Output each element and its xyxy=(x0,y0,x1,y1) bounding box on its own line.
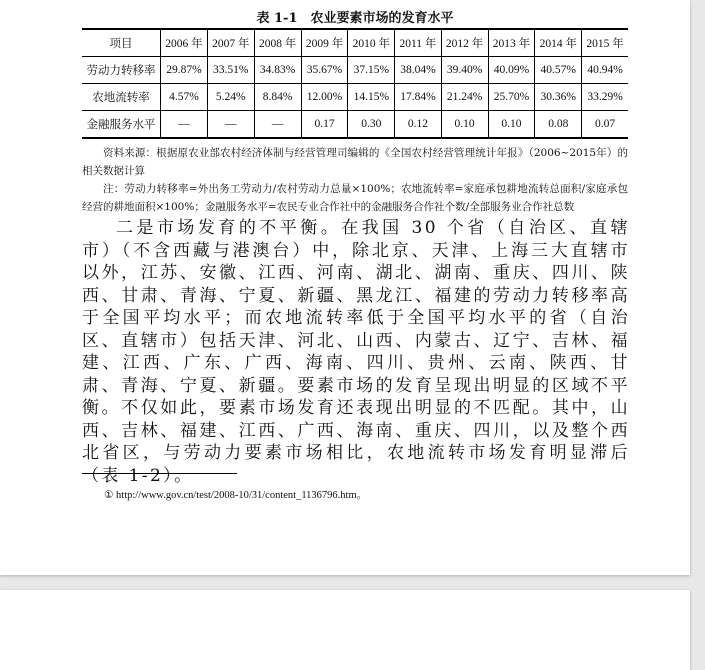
table-cell: 8.84% xyxy=(254,84,301,111)
table-cell: 14.15% xyxy=(348,84,395,111)
table-cell: 0.07 xyxy=(582,111,628,139)
table-cell: 25.70% xyxy=(488,84,535,111)
table-header-cell: 2011 年 xyxy=(395,29,441,57)
table-header-cell: 项目 xyxy=(82,29,161,57)
table-row xyxy=(82,57,628,84)
table-cell: 21.24% xyxy=(441,84,488,111)
table-cell: — xyxy=(207,111,254,139)
table-header-cell: 2009 年 xyxy=(301,29,348,57)
table-cell: 40.94% xyxy=(582,57,628,84)
table-header-cell: 2013 年 xyxy=(488,29,535,57)
table-source: 资料来源：根据原农业部农村经济体制与经营管理司编辑的《全国农村经营管理统计年报》（2006~2015年）的相关数据计算 xyxy=(82,147,628,177)
table-header-cell: 2015 年 xyxy=(582,29,628,57)
table-title: 表 1-1 农业要素市场的发育水平 xyxy=(256,11,454,26)
table-cell: 37.15% xyxy=(348,57,395,84)
table-cell: 0.30 xyxy=(348,111,395,139)
table-header-cell: 2012 年 xyxy=(441,29,488,57)
table-cell: 40.57% xyxy=(535,57,582,84)
table-header-row xyxy=(82,29,628,57)
table-cell: 38.04% xyxy=(395,57,441,84)
table-cell: 0.17 xyxy=(301,111,348,139)
table-cell: 35.67% xyxy=(301,57,348,84)
table-cell: 39.40% xyxy=(441,57,488,84)
table-cell: — xyxy=(161,111,208,139)
body-paragraph: 二是市场发育的不平衡。在我国 30 个省（自治区、直辖市）（不含西藏与港澳台）中，除北京、天津、上海三大直辖市以外，江苏、安徽、江西、河南、湖北、湖南、重庆、四川、陕西、甘肃、青海、宁夏、新疆、黑龙江、福建的劳动力转移率高于全国平均水平；而农地流转率低于全国平均水平的省（自治区、直辖市）包括天津、河北、山西、内蒙古、辽宁、吉林、福建、江西、广东、广西、海南、四川、贵州、云南、陕西、甘肃、青海、宁夏、新疆。要素市场的发育呈现出明显的区域不平衡。不仅如此，要素市场发育还表现出明显的不匹配。其中，山西、吉林、福建、江西、广西、海南、重庆、四川，以及整个西北省区，与劳动力要素市场相比，农地流转市场发育明显滞后（表 1-2）。 xyxy=(82,218,630,486)
table-cell: — xyxy=(254,111,301,139)
table-note: 注：劳动力转移率=外出务工劳动力/农村劳动力总量×100%；农地流转率=家庭承包耕地流转总面积/家庭承包经营的耕地面积×100%；金融服务水平=农民专业合作社中的金融服务合作社个数/全部服务业合作社总数 xyxy=(82,183,628,213)
footnote-divider xyxy=(82,473,237,474)
table-header-cell: 2008 年 xyxy=(254,29,301,57)
table-cell: 金融服务水平 xyxy=(82,111,161,139)
table-row xyxy=(82,111,628,139)
table-cell: 30.36% xyxy=(535,84,582,111)
table-header-cell: 2006 年 xyxy=(161,29,208,57)
table-cell: 农地流转率 xyxy=(82,84,161,111)
table-cell: 12.00% xyxy=(301,84,348,111)
table-row xyxy=(82,84,628,111)
table-cell: 33.51% xyxy=(207,57,254,84)
table-cell: 5.24% xyxy=(207,84,254,111)
table-cell: 0.10 xyxy=(488,111,535,139)
table-header-cell: 2014 年 xyxy=(535,29,582,57)
table-header-cell: 2007 年 xyxy=(207,29,254,57)
next-page xyxy=(0,590,690,670)
table-cell: 17.84% xyxy=(395,84,441,111)
table-cell: 0.12 xyxy=(395,111,441,139)
table-cell: 0.08 xyxy=(535,111,582,139)
table-cell: 29.87% xyxy=(161,57,208,84)
footnote: ① http://www.gov.cn/test/2008-10/31/content_1136796.htm。 xyxy=(104,490,368,501)
table-cell: 4.57% xyxy=(161,84,208,111)
data-table xyxy=(82,28,628,139)
table-cell: 0.10 xyxy=(441,111,488,139)
table-cell: 33.29% xyxy=(582,84,628,111)
table-cell: 40.09% xyxy=(488,57,535,84)
table-header-cell: 2010 年 xyxy=(348,29,395,57)
table-cell: 劳动力转移率 xyxy=(82,57,161,84)
table-cell: 34.83% xyxy=(254,57,301,84)
